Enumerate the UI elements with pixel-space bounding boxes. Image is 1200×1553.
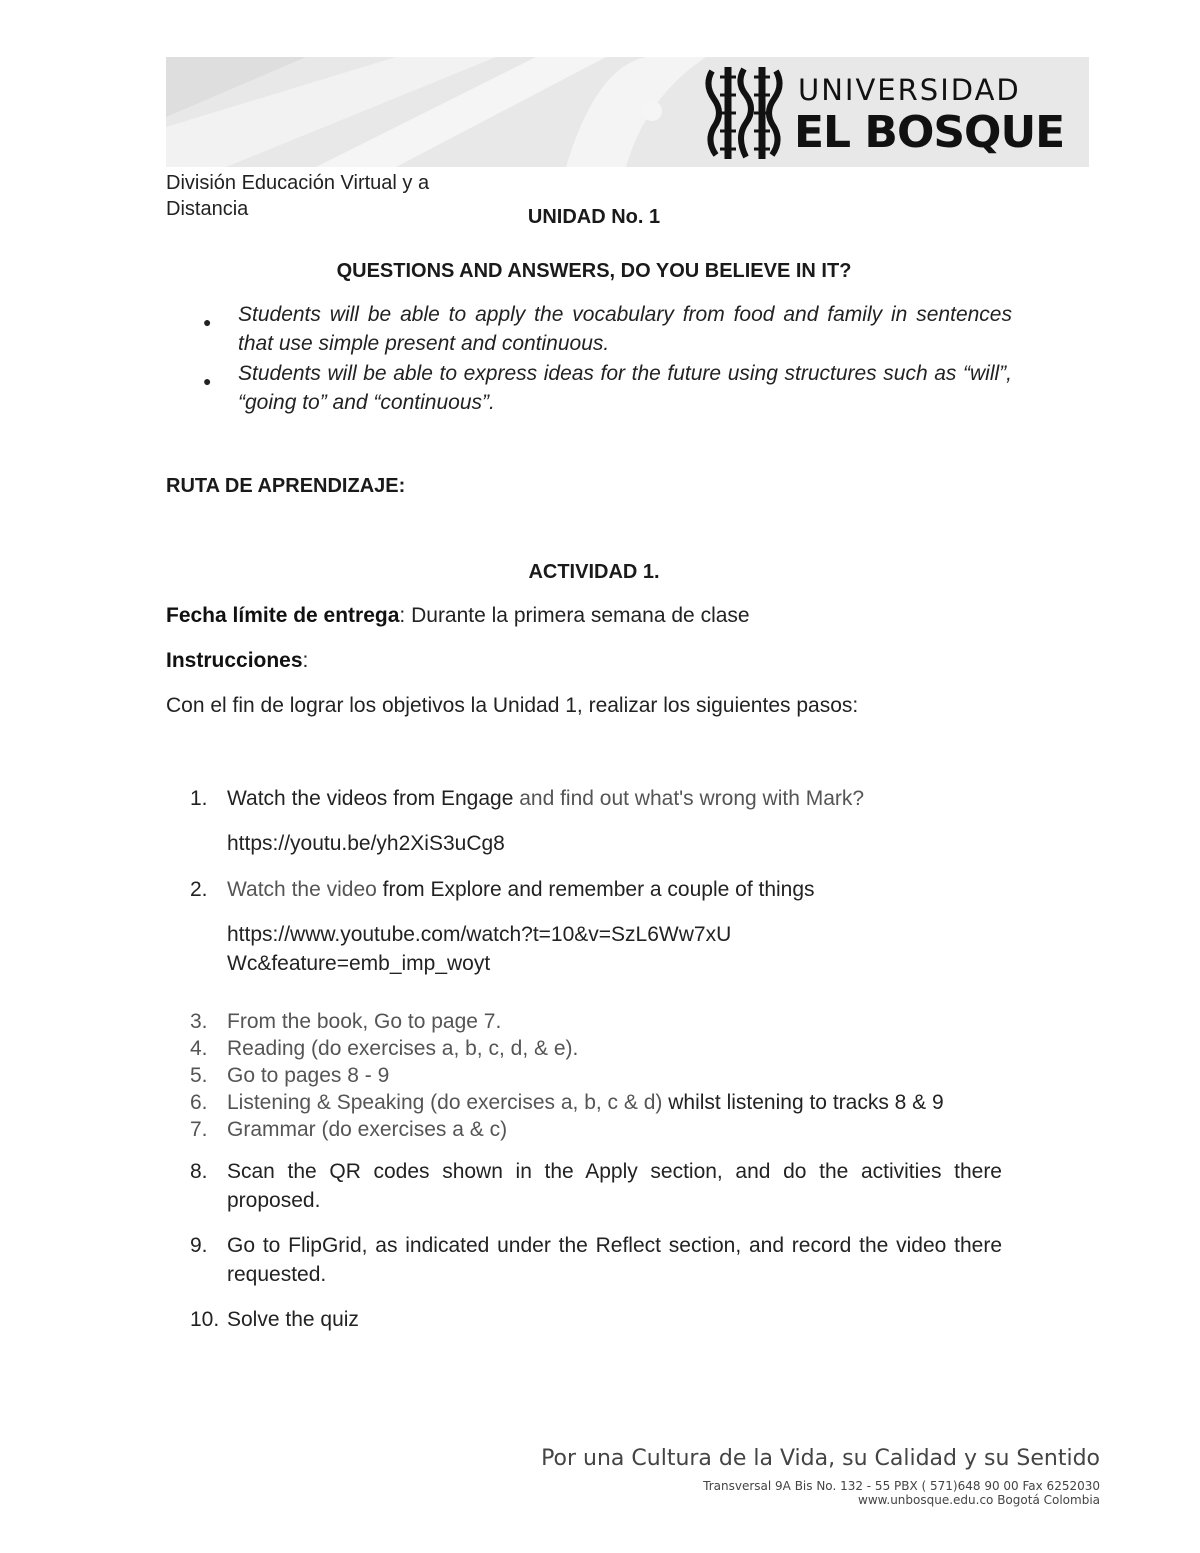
logo-text-line1: UNIVERSIDAD	[798, 73, 1021, 107]
unit-title: UNIDAD No. 1	[527, 206, 661, 228]
header-banner	[166, 57, 1089, 167]
deadline-line: Fecha límite de entrega: Durante la primera semana de clase	[166, 604, 750, 627]
deadline-value: Durante la primera semana de clase	[411, 604, 750, 627]
video-link[interactable]: https://www.youtube.com/watch?t=10&v=SzL6Ww7xUWc&feature=emb_imp_woyt	[227, 923, 732, 975]
logo-text-line2: EL BOSQUE	[794, 107, 1065, 158]
bullet-icon: ●	[203, 373, 212, 389]
list-item: 1. Watch the videos from Engage and find out what's wrong with Mark?	[190, 787, 865, 810]
objectives-list	[200, 300, 1012, 418]
list-item: 3. From the book, Go to page 7.	[190, 1010, 502, 1033]
unit-subtitle: QUESTIONS AND ANSWERS, DO YOU BELIEVE IN IT?	[336, 260, 852, 282]
list-item: 9. Go to FlipGrid, as indicated under the Reflect section, and record the video there requested.	[190, 1234, 1002, 1286]
division-label: División Educación Virtual y a Distancia	[166, 172, 430, 220]
bullet-icon: ●	[203, 314, 212, 330]
steps-list-a	[190, 784, 1010, 978]
deadline-label: Fecha límite de entrega	[166, 604, 400, 627]
instructions-label: Instrucciones	[166, 649, 303, 672]
footer-web-line: www.unbosque.edu.co Bogotá Colombia	[858, 1493, 1100, 1507]
list-item: 7. Grammar (do exercises a & c)	[190, 1118, 508, 1141]
intro-text: Con el fin de lograr los objetivos la Unidad 1, realizar los siguientes pasos:	[166, 694, 859, 717]
footer-address	[703, 1479, 1100, 1507]
video-link[interactable]: https://youtu.be/yh2XiS3uCg8	[227, 832, 505, 855]
objective-item: ● Students will be able to apply the vocabulary from food and family in sentences that use simple present and continuous.	[203, 303, 1012, 355]
steps-list-b	[190, 1008, 1010, 1143]
steps-list-c	[190, 1157, 1002, 1334]
list-item: 2. Watch the video from Explore and remember a couple of things	[190, 878, 815, 901]
list-item: 10. Solve the quiz	[190, 1308, 359, 1331]
route-heading: RUTA DE APRENDIZAJE:	[166, 475, 406, 497]
list-item: 5. Go to pages 8 - 9	[190, 1064, 390, 1087]
footer-slogan: Por una Cultura de la Vida, su Calidad y su Sentido	[541, 1446, 1100, 1471]
university-logo-icon	[706, 65, 782, 161]
list-item: 8. Scan the QR codes shown in the Apply section, and do the activities there proposed.	[190, 1160, 1002, 1212]
footer-address-line: Transversal 9A Bis No. 132 - 55 PBX ( 571)648 90 00 Fax 6252030	[703, 1479, 1100, 1493]
objective-item: ● Students will be able to express ideas for the future using structures such as “will”, “going to” and “continuous”.	[203, 362, 1012, 414]
activity-title: ACTIVIDAD 1.	[528, 561, 660, 583]
list-item: 6. Listening & Speaking (do exercises a, b, c & d) whilst listening to tracks 8 & 9	[190, 1091, 944, 1114]
instructions-line: Instrucciones:	[166, 649, 309, 672]
list-item: 4. Reading (do exercises a, b, c, d, & e).	[190, 1037, 579, 1060]
